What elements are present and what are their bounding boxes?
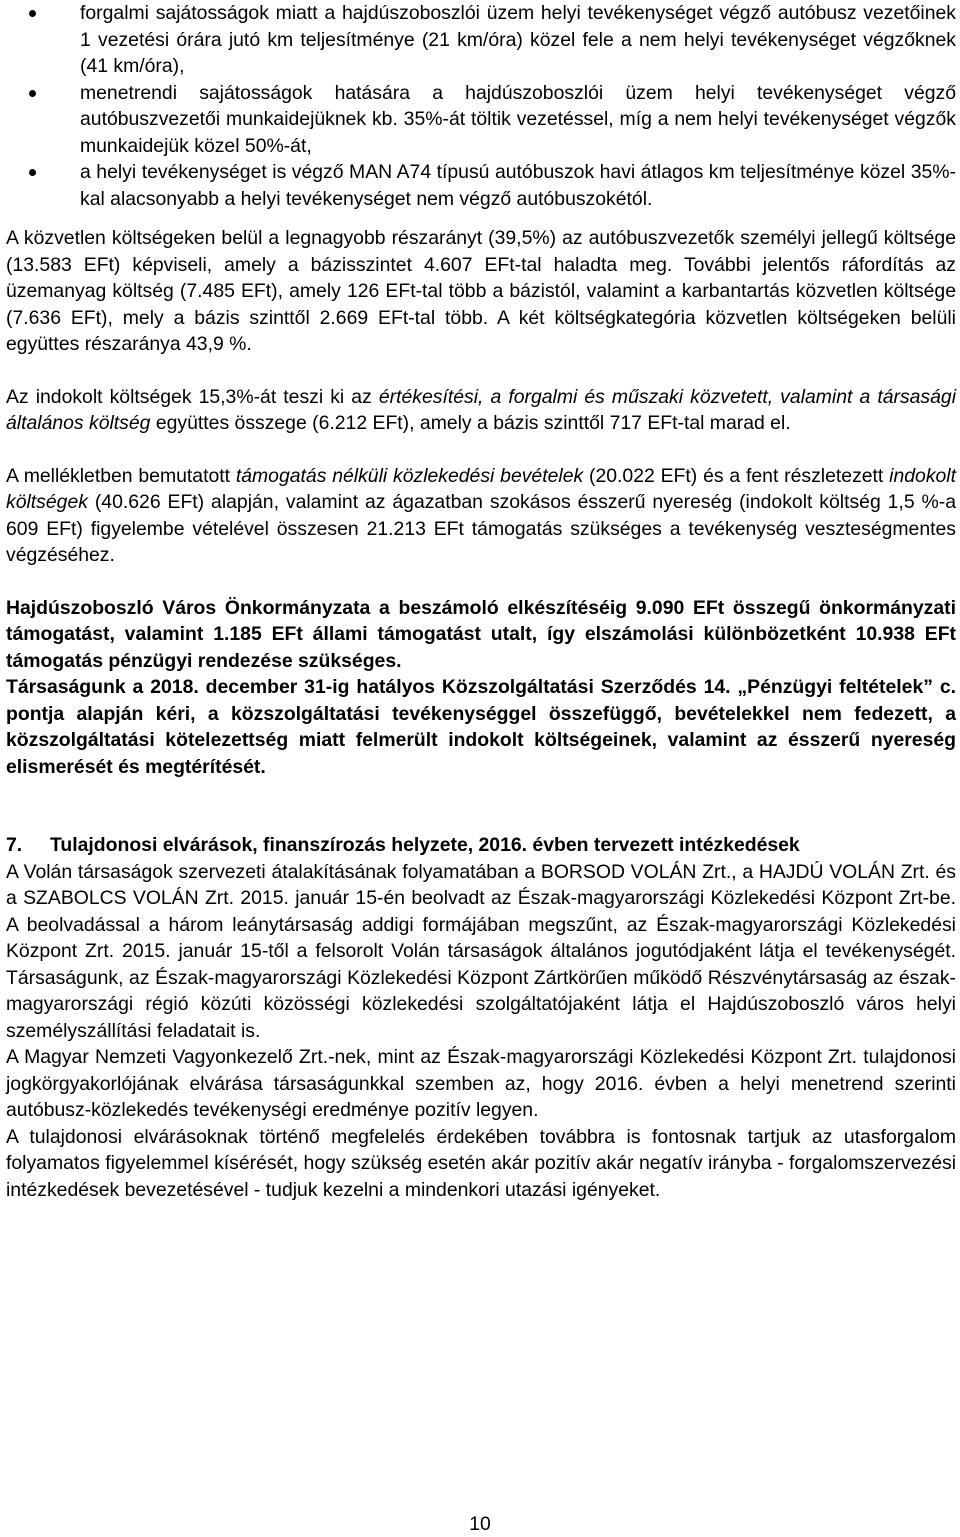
- bullet-icon: [29, 90, 36, 97]
- italic-text: indokolt költségek: [6, 464, 956, 513]
- text-run: A mellékletben bemutatott: [6, 464, 236, 487]
- bullet-text: forgalmi sajátosságok miatt a hajdúszoboszlói üzem helyi tevékenységet végző autóbusz vezetőinek 1 vezetési órára jutó km teljesítménye (21 km/óra) közel fele a nem helyi tevékenységet végzőknek (41 km/óra),: [80, 2, 956, 77]
- paragraph-revenue: [6, 463, 956, 569]
- bullet-text: a helyi tevékenységet is végző MAN A74 típusú autóbuszok havi átlagos km teljesítménye közel 35%-kal alacsonyabb a helyi tevékenységet nem végző autóbuszokétól.: [80, 161, 956, 210]
- paragraph-indirect-costs: [6, 384, 956, 437]
- paragraph-mnv: A Magyar Nemzeti Vagyonkezelő Zrt.-nek, mint az Észak-magyarországi Közlekedési Központ Zrt. tulajdonosi jogkörgyakorlójának elvárása társaságunkkal szemben az, hogy 2016. évben a helyi menetrend szerinti autóbusz-közlekedés tevékenységi eredménye pozitív legyen.: [6, 1046, 956, 1121]
- paragraph-volan: A Volán társaságok szervezeti átalakításának folyamatában a BORSOD VOLÁN Zrt., a HAJDÚ VOLÁN Zrt. és a SZABOLCS VOLÁN Zrt. 2015. január 15-én beolvadt az Észak-magyarországi Közlekedési Központ Zrt-be. A beolvadással a három leánytársaság addigi formájában megszűnt, az Észak-magyarországi Közlekedési Központ Zrt. 2015. január 15-től a felsorolt Volán társaságok általános jogutódjaként látja el tevékenységét. Társaságunk, az Észak-magyarországi Közlekedési Központ Zártkörűen működő Részvénytársaság az észak-magyarországi régió közúti közösségi közlekedési szolgáltatójaként látja el Hajdúszoboszló város helyi személyszállítási feladatait is.: [6, 860, 956, 1042]
- section-title: Tulajdonosi elvárások, finanszírozás helyzete, 2016. évben tervezett intézkedések: [50, 834, 800, 856]
- section-heading: [6, 832, 956, 859]
- bullet-text: menetrendi sajátosságok hatására a hajdúszoboszlói üzem helyi tevékenységet végző autóbuszvezetői munkaidejüknek kb. 35%-át töltik vezetéssel, míg a nem helyi tevékenységet végzők munkaidejük közel 50%-át,: [80, 81, 956, 157]
- text-run: együttes összege (6.212 EFt), amely a bázis szinttől 717 EFt-tal marad el.: [150, 412, 791, 434]
- bullet-list: [6, 0, 956, 212]
- text-run: (20.022 EFt) és a fent részletezett: [583, 464, 890, 487]
- text-run: (40.626 EFt) alapján, valamint az ágazatban szokásos ésszerű nyereség (indokolt költség 1,5 %-a 609 EFt) figyelembe vételével összesen 21.213 EFt támogatás szükséges a tevékenység veszteségmentes végzéséhez.: [6, 491, 956, 566]
- section-number: 7.: [6, 834, 23, 856]
- italic-text: támogatás nélküli közlekedési bevételek: [235, 464, 584, 487]
- text-run: Az indokolt költségek 15,3%-át teszi ki az: [6, 385, 379, 408]
- paragraph-direct-costs: A közvetlen költségeken belül a legnagyobb részarányt (39,5%) az autóbuszvezetők személyi jellegű költsége (13.583 EFt) képviseli, amely a bázisszintet 4.607 EFt-tal haladta meg. További jelentős ráfordítás az üzemanyag költség (7.485 EFt), amely 126 EFt-tal több a bázistól, valamint a karbantartás közvetlen költsége (7.636 EFt), mely a bázis szinttől 2.669 EFt-tal több. A két költségkategória közvetlen költségeken belüli együttes részaránya 43,9 %.: [6, 227, 956, 355]
- document-page: [6, 0, 956, 1203]
- page-number: 10: [469, 1513, 491, 1535]
- paragraph-municipal-support: Hajdúszoboszló Város Önkormányzata a beszámoló elkészítéséig 9.090 EFt összegű önkormányzati támogatást, valamint 1.185 EFt állami támogatást utalt, így elszámolási különbözetként 10.938 EFt támogatás pénzügyi rendezése szükséges.: [6, 596, 956, 672]
- paragraph-contract-claim: Társaságunk a 2018. december 31-ig hatályos Közszolgáltatási Szerződés 14. „Pénzügyi feltételek” c. pontja alapján kéri, a közszolgáltatási tevékenységgel összefüggő, bevételekkel nem fedezett, a közszolgáltatási kötelezettség miatt felmerült indokolt költségeinek, valamint az ésszerű nyereség elismerését és megtérítését.: [6, 676, 956, 778]
- list-item: [6, 159, 956, 212]
- bullet-icon: [29, 10, 36, 17]
- italic-text: értékesítési, a forgalmi és műszaki közvetett, valamint a társasági általános költség: [6, 385, 957, 434]
- list-item: [6, 80, 956, 160]
- paragraph-owner-expectations: A tulajdonosi elvárásoknak történő megfelelés érdekében továbbra is fontosnak tartjuk az utasforgalom folyamatos figyelemmel kísérését, hogy szükség esetén akár pozitív akár negatív irányba - forgalomszervezési intézkedések bevezetésével - tudjuk kezelni a mindenkori utazási igényeket.: [6, 1125, 956, 1201]
- list-item: [6, 0, 956, 80]
- bullet-icon: [29, 169, 36, 176]
